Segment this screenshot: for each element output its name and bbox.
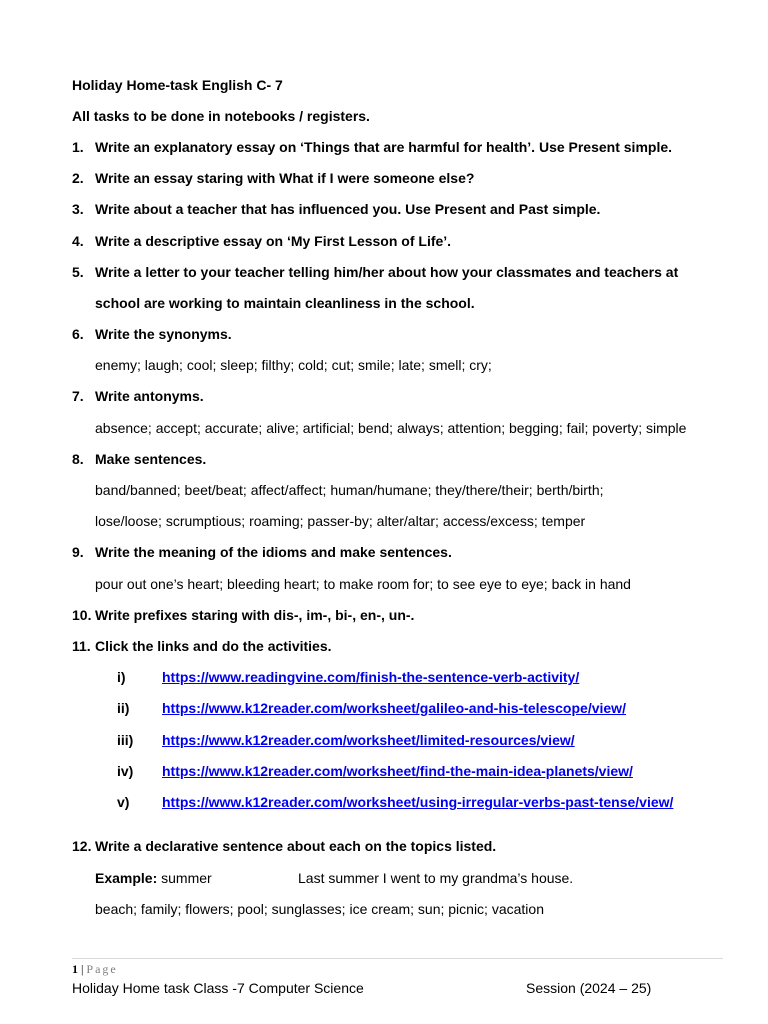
task-text: Click the links and do the activities. bbox=[95, 638, 332, 654]
activity-link[interactable]: https://www.k12reader.com/worksheet/galileo-and-his-telescope/view/ bbox=[162, 700, 626, 716]
activity-link[interactable]: https://www.readingvine.com/finish-the-sentence-verb-activity/ bbox=[162, 669, 580, 685]
link-index: ii) bbox=[117, 700, 130, 716]
activity-link[interactable]: https://www.k12reader.com/worksheet/find-the-main-idea-planets/view/ bbox=[162, 763, 633, 779]
task-text: Write prefixes staring with dis-, im-, bi-, en-, un-. bbox=[95, 607, 415, 623]
sentence-word-list: band/banned; beet/beat; affect/affect; human/humane; they/there/their; berth/birth; bbox=[95, 482, 604, 498]
task-text: Write antonyms. bbox=[95, 388, 204, 404]
sentence-word-list-continued: lose/loose; scrumptious; roaming; passer-by; alter/altar; access/excess; temper bbox=[95, 513, 586, 529]
footer-page-number bbox=[72, 962, 118, 976]
task-text-continued: school are working to maintain cleanliness in the school. bbox=[95, 295, 475, 311]
task-number: 2. bbox=[72, 170, 84, 186]
task-text: Write a descriptive essay on ‘My First Lesson of Life’. bbox=[95, 233, 452, 249]
link-index: iv) bbox=[117, 763, 134, 779]
task-text: Write an essay staring with What if I were someone else? bbox=[95, 170, 475, 186]
synonyms-word-list: enemy; laugh; cool; sleep; filthy; cold; cut; smile; late; smell; cry; bbox=[95, 357, 492, 373]
task-text: Write about a teacher that has influenced you. Use Present and Past simple. bbox=[95, 201, 601, 217]
page-number: 1 bbox=[72, 962, 78, 976]
idioms-list: pour out one’s heart; bleeding heart; to make room for; to see eye to eye; back in hand bbox=[95, 576, 631, 592]
example-word: summer bbox=[157, 870, 212, 886]
antonyms-word-list: absence; accept; accurate; alive; artificial; bend; always; attention; begging; fail; poverty; simple bbox=[95, 420, 687, 436]
link-index: i) bbox=[117, 669, 126, 685]
task-text: Write a declarative sentence about each on the topics listed. bbox=[95, 838, 497, 854]
task-text: Make sentences. bbox=[95, 451, 207, 467]
footer-left-text: Holiday Home task Class -7 Computer Science bbox=[72, 980, 364, 996]
task-text: Write the synonyms. bbox=[95, 326, 232, 342]
task-number: 12. bbox=[72, 838, 92, 854]
instructions-text: All tasks to be done in notebooks / registers. bbox=[72, 108, 370, 124]
task-text: Write a letter to your teacher telling him/her about how your classmates and teachers at bbox=[95, 264, 679, 280]
activity-link[interactable]: https://www.k12reader.com/worksheet/limited-resources/view/ bbox=[162, 732, 575, 748]
document-title: Holiday Home-task English C- 7 bbox=[72, 77, 283, 93]
task-number: 5. bbox=[72, 264, 84, 280]
task-number: 6. bbox=[72, 326, 84, 342]
footer-divider bbox=[72, 958, 723, 959]
link-index: iii) bbox=[117, 732, 134, 748]
task-number: 7. bbox=[72, 388, 84, 404]
example-label: Example: bbox=[95, 870, 158, 886]
link-index: v) bbox=[117, 794, 130, 810]
task-number: 3. bbox=[72, 201, 84, 217]
task-number: 1. bbox=[72, 139, 84, 155]
task-number: 8. bbox=[72, 451, 84, 467]
topics-list: beach; family; flowers; pool; sunglasses; ice cream; sun; picnic; vacation bbox=[95, 901, 544, 917]
task-number: 4. bbox=[72, 233, 84, 249]
task-text: Write an explanatory essay on ‘Things that are harmful for health’. Use Present simple. bbox=[95, 139, 673, 155]
activity-link[interactable]: https://www.k12reader.com/worksheet/using-irregular-verbs-past-tense/view/ bbox=[162, 794, 674, 810]
footer-right-text: Session (2024 – 25) bbox=[526, 980, 652, 996]
page-label: Page bbox=[86, 962, 118, 976]
page-separator: | bbox=[78, 962, 87, 976]
task-number: 10. bbox=[72, 607, 92, 623]
task-text: Write the meaning of the idioms and make sentences. bbox=[95, 544, 452, 560]
task-number: 11. bbox=[72, 638, 91, 654]
example-line bbox=[95, 869, 212, 887]
example-sentence: Last summer I went to my grandma’s house. bbox=[298, 870, 574, 886]
task-number: 9. bbox=[72, 544, 84, 560]
